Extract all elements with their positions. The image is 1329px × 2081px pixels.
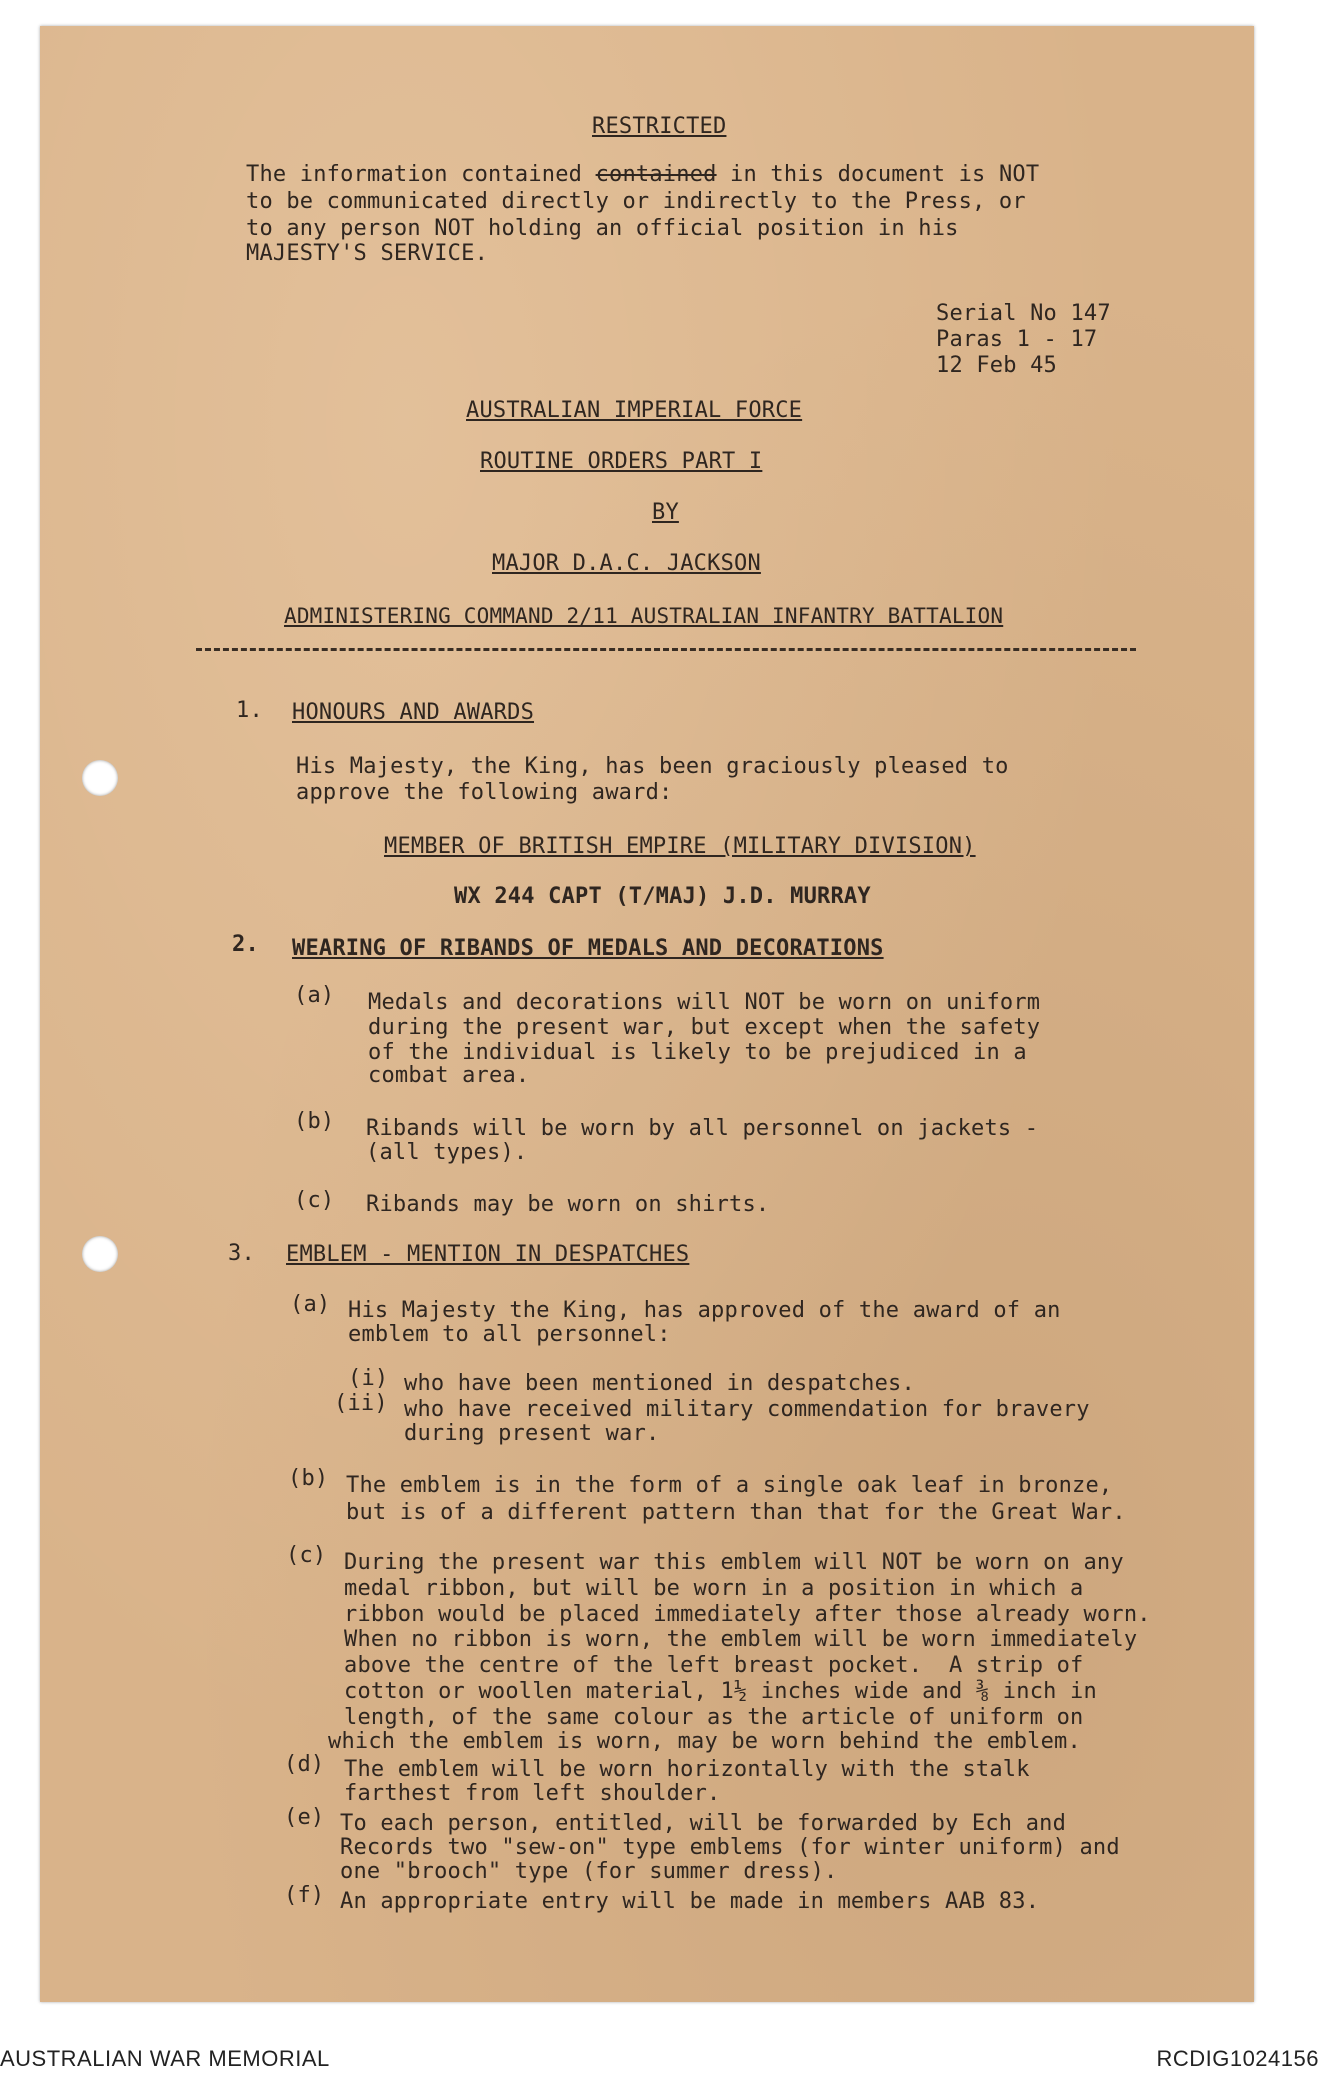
section-3-c-line-5: above the centre of the left breast pocket. A strip of <box>344 1653 1084 1678</box>
section-3-ii-line-2: during present war. <box>404 1421 660 1446</box>
serial-date: 12 Feb 45 <box>936 353 1058 378</box>
section-3-label-f: (f) <box>284 1883 325 1908</box>
section-3-heading: EMBLEM - MENTION IN DESPATCHES <box>286 1242 690 1267</box>
section-3-label-i: (i) <box>348 1366 389 1391</box>
section-3-number: 3. <box>228 1241 255 1266</box>
section-3-i-line-1: who have been mentioned in despatches. <box>404 1371 915 1396</box>
classification-heading: RESTRICTED <box>592 114 727 139</box>
section-1-text-line-1: His Majesty, the King, has been graciously pleased to <box>296 754 1009 779</box>
struck-word: contained <box>595 162 717 187</box>
notice-text: The information contained <box>246 162 596 187</box>
section-3-label-b: (b) <box>288 1466 329 1491</box>
section-3-c-line-2: medal ribbon, but will be worn in a position in which a <box>344 1576 1084 1601</box>
section-2-heading: WEARING OF RIBANDS OF MEDALS AND DECORATIONS <box>292 936 884 961</box>
section-2-label-c: (c) <box>294 1188 335 1213</box>
section-3-label-a: (a) <box>290 1292 331 1317</box>
section-2-label-a: (a) <box>294 983 335 1008</box>
section-3-c-line-6: cotton or woollen material, 1½ inches wide and ⅜ inch in <box>344 1679 1097 1704</box>
section-1-heading: HONOURS AND AWARDS <box>292 700 535 725</box>
notice-text: in this document is NOT <box>716 162 1040 187</box>
restriction-notice-line-4: MAJESTY'S SERVICE. <box>246 241 489 266</box>
title-command: ADMINISTERING COMMAND 2/11 AUSTRALIAN INFANTRY BATTALION <box>284 604 1004 628</box>
title-force: AUSTRALIAN IMPERIAL FORCE <box>466 398 803 423</box>
section-2-c-line-1: Ribands may be worn on shirts. <box>366 1192 770 1217</box>
serial-paras: Paras 1 - 17 <box>936 327 1098 352</box>
section-3-e-line-1: To each person, entitled, will be forwarded by Ech and <box>340 1811 1067 1836</box>
section-3-c-line-1: During the present war this emblem will NOT be worn on any <box>344 1550 1124 1575</box>
section-2-a-line-4: combat area. <box>368 1063 530 1088</box>
section-3-a-line-2: emblem to all personnel: <box>348 1322 671 1347</box>
section-3-b-line-2: but is of a different pattern than that for the Great War. <box>346 1500 1126 1525</box>
restriction-notice-line-3: to any person NOT holding an official position in his <box>246 216 959 241</box>
restriction-notice-line-2: to be communicated directly or indirectly to the Press, or <box>246 189 1026 214</box>
title-orders: ROUTINE ORDERS PART I <box>480 449 763 474</box>
section-2-a-line-3: of the individual is likely to be prejudiced in a <box>368 1040 1027 1065</box>
punch-hole-top <box>82 760 118 796</box>
section-3-a-line-1: His Majesty the King, has approved of the award of an <box>348 1298 1061 1323</box>
section-divider <box>196 648 1136 651</box>
section-2-number: 2. <box>232 932 259 957</box>
section-3-e-line-3: one "brooch" type (for summer dress). <box>340 1859 838 1884</box>
section-2-a-line-2: during the present war, but except when the safety <box>368 1015 1041 1040</box>
section-3-ii-line-1: who have received military commendation for bravery <box>404 1397 1090 1422</box>
section-3-c-line-7: length, of the same colour as the article of uniform on <box>344 1705 1084 1730</box>
award-title: MEMBER OF BRITISH EMPIRE (MILITARY DIVISION) <box>384 834 976 859</box>
section-3-c-line-8: which the emblem is worn, may be worn behind the emblem. <box>328 1729 1081 1754</box>
section-3-f-line-1: An appropriate entry will be made in members AAB 83. <box>340 1889 1040 1914</box>
section-3-label-d: (d) <box>284 1752 325 1777</box>
section-3-label-e: (e) <box>284 1805 325 1830</box>
serial-number: Serial No 147 <box>936 301 1111 326</box>
section-3-c-line-4: When no ribbon is worn, the emblem will be worn immediately <box>344 1627 1138 1652</box>
punch-hole-bottom <box>82 1236 118 1272</box>
section-2-a-line-1: Medals and decorations will NOT be worn on uniform <box>368 990 1041 1015</box>
section-3-b-line-1: The emblem is in the form of a single oak leaf in bronze, <box>346 1473 1113 1498</box>
footer-record-id: RCDIG1024156 <box>1156 2046 1319 2071</box>
footer-credit: AUSTRALIAN WAR MEMORIAL <box>0 2046 330 2071</box>
section-2-label-b: (b) <box>294 1109 335 1134</box>
section-2-b-line-1: Ribands will be worn by all personnel on jackets - <box>366 1116 1039 1141</box>
section-2-b-line-2: (all types). <box>366 1140 528 1165</box>
restriction-notice-line-1 <box>246 161 1039 188</box>
section-3-label-c: (c) <box>286 1543 327 1568</box>
section-1-number: 1. <box>236 698 263 723</box>
section-3-c-line-3: ribbon would be placed immediately after those already worn. <box>344 1602 1151 1627</box>
award-recipient: WX 244 CAPT (T/MAJ) J.D. MURRAY <box>454 884 871 909</box>
section-3-e-line-2: Records two "sew-on" type emblems (for winter uniform) and <box>340 1835 1120 1860</box>
title-officer: MAJOR D.A.C. JACKSON <box>492 551 761 576</box>
section-3-label-ii: (ii) <box>334 1391 388 1416</box>
title-by: BY <box>652 500 679 525</box>
section-1-text-line-2: approve the following award: <box>296 780 673 805</box>
section-3-d-line-2: farthest from left shoulder. <box>344 1781 721 1806</box>
section-3-d-line-1: The emblem will be worn horizontally with the stalk <box>344 1757 1030 1782</box>
